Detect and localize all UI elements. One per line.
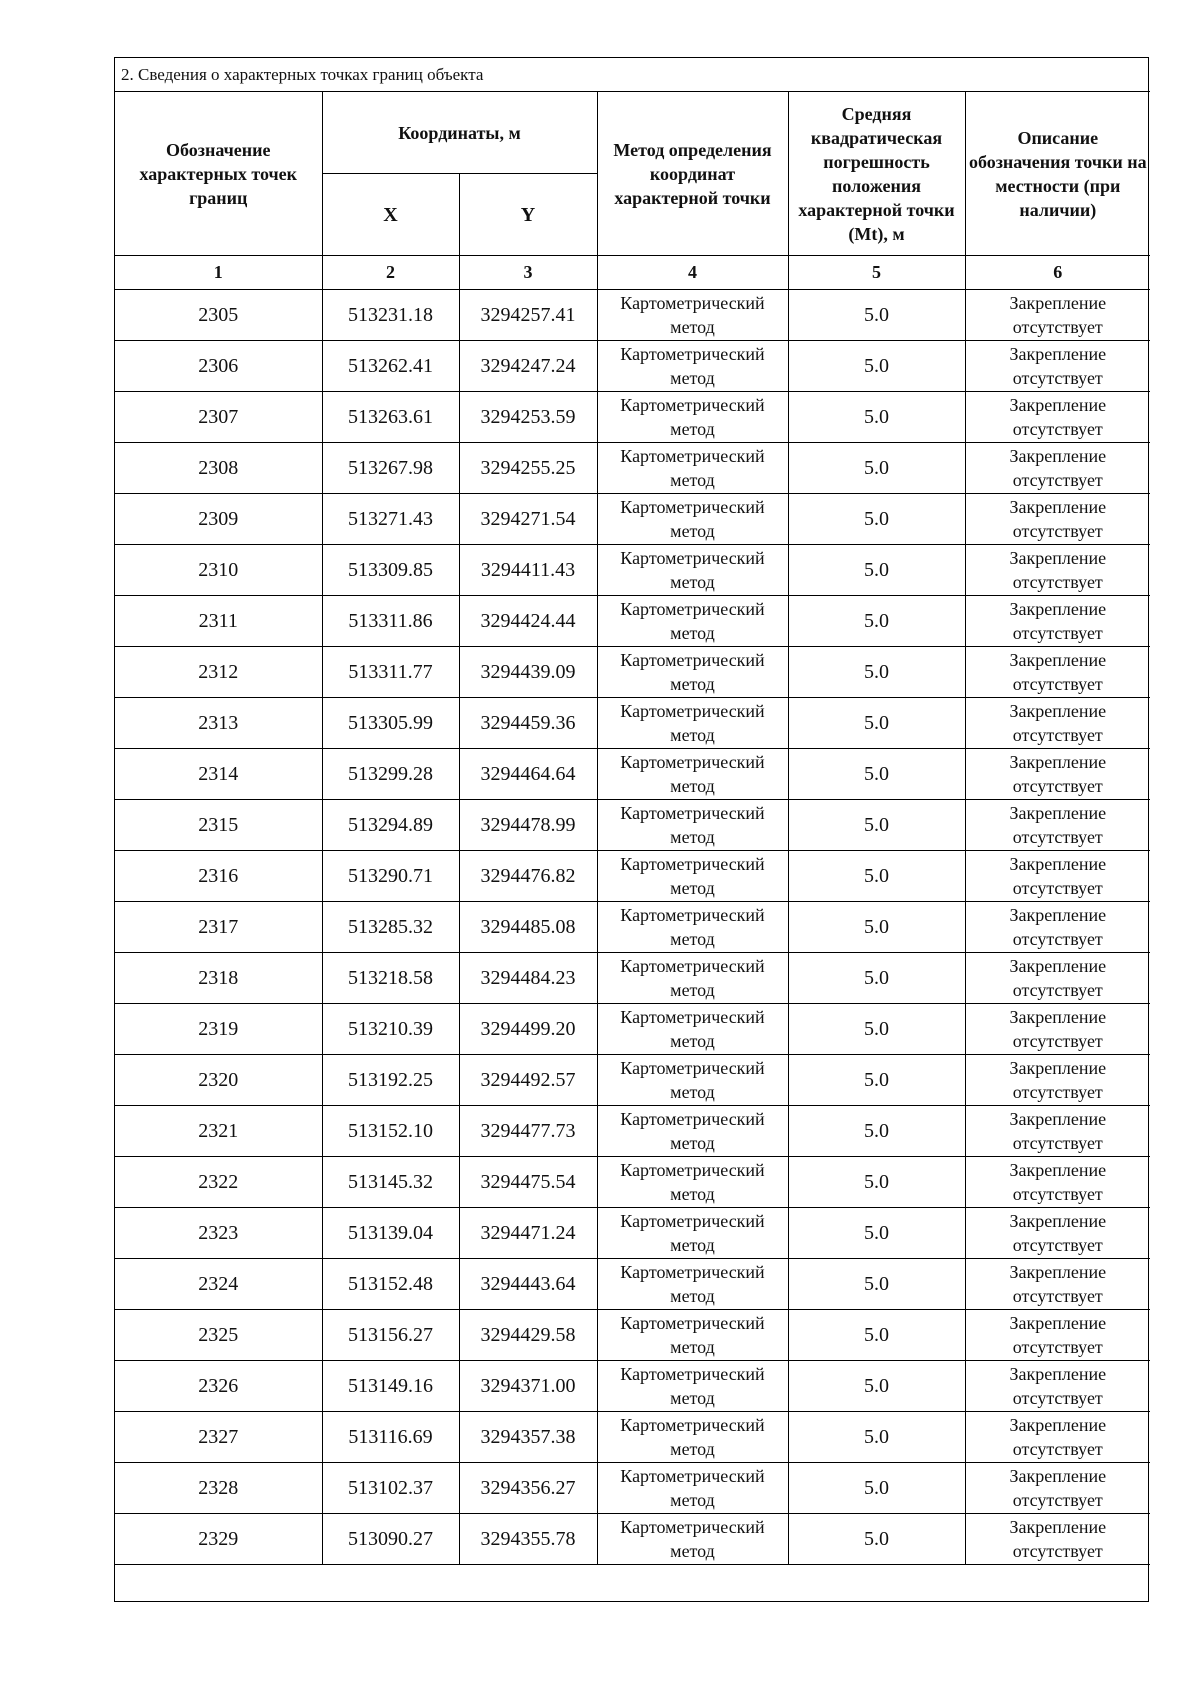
- table-row: [115, 545, 1150, 596]
- point-number-cell: 2323: [115, 1208, 322, 1259]
- coordinate-x-cell: 513156.27: [322, 1310, 459, 1361]
- method-cell: Картометрический метод: [597, 1514, 788, 1565]
- method-cell: Картометрический метод: [597, 1106, 788, 1157]
- point-number-cell: 2309: [115, 494, 322, 545]
- mean-error-cell: 5.0: [788, 1157, 965, 1208]
- description-cell: Закрепление отсутствует: [965, 698, 1150, 749]
- table-row: [115, 596, 1150, 647]
- coordinate-y-cell: 3294424.44: [459, 596, 597, 647]
- table-footer-row: [115, 1565, 1150, 1602]
- table-row: [115, 800, 1150, 851]
- coordinate-y-cell: 3294485.08: [459, 902, 597, 953]
- table-row: [115, 953, 1150, 1004]
- mean-error-cell: 5.0: [788, 851, 965, 902]
- description-cell: Закрепление отсутствует: [965, 1412, 1150, 1463]
- coordinate-y-cell: 3294411.43: [459, 545, 597, 596]
- table-row: [115, 1055, 1150, 1106]
- column-number: 2: [322, 256, 459, 290]
- section-title: 2. Сведения о характерных точках границ объекта: [115, 58, 1150, 92]
- point-number-cell: 2322: [115, 1157, 322, 1208]
- point-number-cell: 2306: [115, 341, 322, 392]
- mean-error-cell: 5.0: [788, 392, 965, 443]
- coordinate-y-cell: 3294271.54: [459, 494, 597, 545]
- header-method: Метод определения координат характерной точки: [597, 92, 788, 256]
- table-header: [115, 58, 1150, 290]
- mean-error-cell: 5.0: [788, 902, 965, 953]
- header-point-designation: Обозначение характерных точек границ: [115, 92, 322, 256]
- point-number-cell: 2325: [115, 1310, 322, 1361]
- mean-error-cell: 5.0: [788, 494, 965, 545]
- point-number-cell: 2318: [115, 953, 322, 1004]
- coordinate-x-cell: 513145.32: [322, 1157, 459, 1208]
- coordinate-y-cell: 3294484.23: [459, 953, 597, 1004]
- coordinate-y-cell: 3294253.59: [459, 392, 597, 443]
- coordinate-x-cell: 513271.43: [322, 494, 459, 545]
- method-cell: Картометрический метод: [597, 1259, 788, 1310]
- point-number-cell: 2305: [115, 290, 322, 341]
- table-row: [115, 1361, 1150, 1412]
- table-row: [115, 749, 1150, 800]
- coordinate-y-cell: 3294357.38: [459, 1412, 597, 1463]
- coordinate-x-cell: 513116.69: [322, 1412, 459, 1463]
- coordinate-y-cell: 3294355.78: [459, 1514, 597, 1565]
- coordinate-x-cell: 513309.85: [322, 545, 459, 596]
- coordinate-y-cell: 3294477.73: [459, 1106, 597, 1157]
- mean-error-cell: 5.0: [788, 1004, 965, 1055]
- column-number: 1: [115, 256, 322, 290]
- coordinate-x-cell: 513267.98: [322, 443, 459, 494]
- boundary-points-table: [115, 58, 1150, 1602]
- table-row: [115, 851, 1150, 902]
- point-number-cell: 2312: [115, 647, 322, 698]
- table-row: [115, 290, 1150, 341]
- description-cell: Закрепление отсутствует: [965, 341, 1150, 392]
- description-cell: Закрепление отсутствует: [965, 290, 1150, 341]
- mean-error-cell: 5.0: [788, 1361, 965, 1412]
- description-cell: Закрепление отсутствует: [965, 1259, 1150, 1310]
- mean-error-cell: 5.0: [788, 1310, 965, 1361]
- coordinate-x-cell: 513290.71: [322, 851, 459, 902]
- point-number-cell: 2311: [115, 596, 322, 647]
- table-row: [115, 1157, 1150, 1208]
- point-number-cell: 2319: [115, 1004, 322, 1055]
- description-cell: Закрепление отсутствует: [965, 1463, 1150, 1514]
- description-cell: Закрепление отсутствует: [965, 443, 1150, 494]
- method-cell: Картометрический метод: [597, 494, 788, 545]
- description-cell: Закрепление отсутствует: [965, 1055, 1150, 1106]
- point-number-cell: 2329: [115, 1514, 322, 1565]
- method-cell: Картометрический метод: [597, 902, 788, 953]
- description-cell: Закрепление отсутствует: [965, 1361, 1150, 1412]
- point-number-cell: 2308: [115, 443, 322, 494]
- table-row: [115, 1259, 1150, 1310]
- coordinate-x-cell: 513090.27: [322, 1514, 459, 1565]
- description-cell: Закрепление отсутствует: [965, 749, 1150, 800]
- coordinate-x-cell: 513152.48: [322, 1259, 459, 1310]
- method-cell: Картометрический метод: [597, 596, 788, 647]
- description-cell: Закрепление отсутствует: [965, 647, 1150, 698]
- mean-error-cell: 5.0: [788, 443, 965, 494]
- coordinate-x-cell: 513192.25: [322, 1055, 459, 1106]
- coordinate-y-cell: 3294464.64: [459, 749, 597, 800]
- empty-footer-cell: [115, 1565, 1150, 1602]
- description-cell: Закрепление отсутствует: [965, 1514, 1150, 1565]
- description-cell: Закрепление отсутствует: [965, 545, 1150, 596]
- point-number-cell: 2316: [115, 851, 322, 902]
- column-number: 5: [788, 256, 965, 290]
- method-cell: Картометрический метод: [597, 1463, 788, 1514]
- mean-error-cell: 5.0: [788, 290, 965, 341]
- coordinate-x-cell: 513231.18: [322, 290, 459, 341]
- method-cell: Картометрический метод: [597, 1412, 788, 1463]
- table-row: [115, 341, 1150, 392]
- table-row: [115, 1310, 1150, 1361]
- description-cell: Закрепление отсутствует: [965, 1157, 1150, 1208]
- table-row: [115, 443, 1150, 494]
- description-cell: Закрепление отсутствует: [965, 1106, 1150, 1157]
- table-row: [115, 647, 1150, 698]
- coordinate-y-cell: 3294257.41: [459, 290, 597, 341]
- point-number-cell: 2320: [115, 1055, 322, 1106]
- description-cell: Закрепление отсутствует: [965, 392, 1150, 443]
- method-cell: Картометрический метод: [597, 545, 788, 596]
- mean-error-cell: 5.0: [788, 1463, 965, 1514]
- column-number: 3: [459, 256, 597, 290]
- mean-error-cell: 5.0: [788, 1514, 965, 1565]
- method-cell: Картометрический метод: [597, 341, 788, 392]
- coordinate-y-cell: 3294476.82: [459, 851, 597, 902]
- mean-error-cell: 5.0: [788, 800, 965, 851]
- method-cell: Картометрический метод: [597, 1004, 788, 1055]
- coordinate-y-cell: 3294356.27: [459, 1463, 597, 1514]
- method-cell: Картометрический метод: [597, 1157, 788, 1208]
- mean-error-cell: 5.0: [788, 341, 965, 392]
- point-number-cell: 2328: [115, 1463, 322, 1514]
- coordinate-y-cell: 3294492.57: [459, 1055, 597, 1106]
- mean-error-cell: 5.0: [788, 647, 965, 698]
- coordinate-x-cell: 513218.58: [322, 953, 459, 1004]
- header-description: Описание обозначения точки на местности (при наличии): [965, 92, 1150, 256]
- method-cell: Картометрический метод: [597, 1310, 788, 1361]
- coordinate-x-cell: 513263.61: [322, 392, 459, 443]
- method-cell: Картометрический метод: [597, 1055, 788, 1106]
- header-coordinates: Координаты, м: [322, 92, 597, 174]
- coordinate-x-cell: 513210.39: [322, 1004, 459, 1055]
- table-row: [115, 392, 1150, 443]
- coordinate-y-cell: 3294371.00: [459, 1361, 597, 1412]
- method-cell: Картометрический метод: [597, 647, 788, 698]
- description-cell: Закрепление отсутствует: [965, 1310, 1150, 1361]
- coordinate-x-cell: 513299.28: [322, 749, 459, 800]
- method-cell: Картометрический метод: [597, 392, 788, 443]
- coordinate-x-cell: 513294.89: [322, 800, 459, 851]
- coordinate-y-cell: 3294499.20: [459, 1004, 597, 1055]
- coordinate-y-cell: 3294255.25: [459, 443, 597, 494]
- mean-error-cell: 5.0: [788, 953, 965, 1004]
- table-row: [115, 494, 1150, 545]
- table-row: [115, 1208, 1150, 1259]
- coordinate-x-cell: 513149.16: [322, 1361, 459, 1412]
- coordinate-x-cell: 513311.86: [322, 596, 459, 647]
- mean-error-cell: 5.0: [788, 596, 965, 647]
- description-cell: Закрепление отсутствует: [965, 1208, 1150, 1259]
- table-row: [115, 1463, 1150, 1514]
- description-cell: Закрепление отсутствует: [965, 953, 1150, 1004]
- mean-error-cell: 5.0: [788, 749, 965, 800]
- column-number: 6: [965, 256, 1150, 290]
- point-number-cell: 2315: [115, 800, 322, 851]
- description-cell: Закрепление отсутствует: [965, 800, 1150, 851]
- table-row: [115, 1004, 1150, 1055]
- coordinate-y-cell: 3294429.58: [459, 1310, 597, 1361]
- method-cell: Картометрический метод: [597, 749, 788, 800]
- method-cell: Картометрический метод: [597, 851, 788, 902]
- coordinate-x-cell: 513139.04: [322, 1208, 459, 1259]
- mean-error-cell: 5.0: [788, 1208, 965, 1259]
- point-number-cell: 2310: [115, 545, 322, 596]
- document-page: [114, 57, 1149, 1602]
- coordinate-x-cell: 513102.37: [322, 1463, 459, 1514]
- coordinate-y-cell: 3294459.36: [459, 698, 597, 749]
- method-cell: Картометрический метод: [597, 1208, 788, 1259]
- description-cell: Закрепление отсутствует: [965, 596, 1150, 647]
- description-cell: Закрепление отсутствует: [965, 494, 1150, 545]
- mean-error-cell: 5.0: [788, 1259, 965, 1310]
- coordinate-x-cell: 513285.32: [322, 902, 459, 953]
- point-number-cell: 2317: [115, 902, 322, 953]
- method-cell: Картометрический метод: [597, 1361, 788, 1412]
- mean-error-cell: 5.0: [788, 545, 965, 596]
- point-number-cell: 2314: [115, 749, 322, 800]
- table-row: [115, 1106, 1150, 1157]
- coordinate-y-cell: 3294475.54: [459, 1157, 597, 1208]
- table-row: [115, 698, 1150, 749]
- point-number-cell: 2313: [115, 698, 322, 749]
- method-cell: Картометрический метод: [597, 800, 788, 851]
- point-number-cell: 2324: [115, 1259, 322, 1310]
- coordinate-y-cell: 3294478.99: [459, 800, 597, 851]
- header-y: Y: [459, 174, 597, 256]
- table-body: [115, 290, 1150, 1565]
- coordinate-y-cell: 3294439.09: [459, 647, 597, 698]
- method-cell: Картометрический метод: [597, 443, 788, 494]
- coordinate-y-cell: 3294471.24: [459, 1208, 597, 1259]
- mean-error-cell: 5.0: [788, 1055, 965, 1106]
- column-number: 4: [597, 256, 788, 290]
- coordinate-y-cell: 3294247.24: [459, 341, 597, 392]
- coordinate-x-cell: 513311.77: [322, 647, 459, 698]
- description-cell: Закрепление отсутствует: [965, 902, 1150, 953]
- table-row: [115, 1514, 1150, 1565]
- table-row: [115, 902, 1150, 953]
- method-cell: Картометрический метод: [597, 290, 788, 341]
- description-cell: Закрепление отсутствует: [965, 1004, 1150, 1055]
- coordinate-x-cell: 513305.99: [322, 698, 459, 749]
- header-mean-error: Средняя квадратическая погрешность положения характерной точки (Mt), м: [788, 92, 965, 256]
- point-number-cell: 2326: [115, 1361, 322, 1412]
- description-cell: Закрепление отсутствует: [965, 851, 1150, 902]
- coordinate-x-cell: 513152.10: [322, 1106, 459, 1157]
- coordinate-x-cell: 513262.41: [322, 341, 459, 392]
- point-number-cell: 2321: [115, 1106, 322, 1157]
- mean-error-cell: 5.0: [788, 1412, 965, 1463]
- mean-error-cell: 5.0: [788, 698, 965, 749]
- method-cell: Картометрический метод: [597, 698, 788, 749]
- header-x: X: [322, 174, 459, 256]
- point-number-cell: 2307: [115, 392, 322, 443]
- table-row: [115, 1412, 1150, 1463]
- coordinate-y-cell: 3294443.64: [459, 1259, 597, 1310]
- mean-error-cell: 5.0: [788, 1106, 965, 1157]
- method-cell: Картометрический метод: [597, 953, 788, 1004]
- point-number-cell: 2327: [115, 1412, 322, 1463]
